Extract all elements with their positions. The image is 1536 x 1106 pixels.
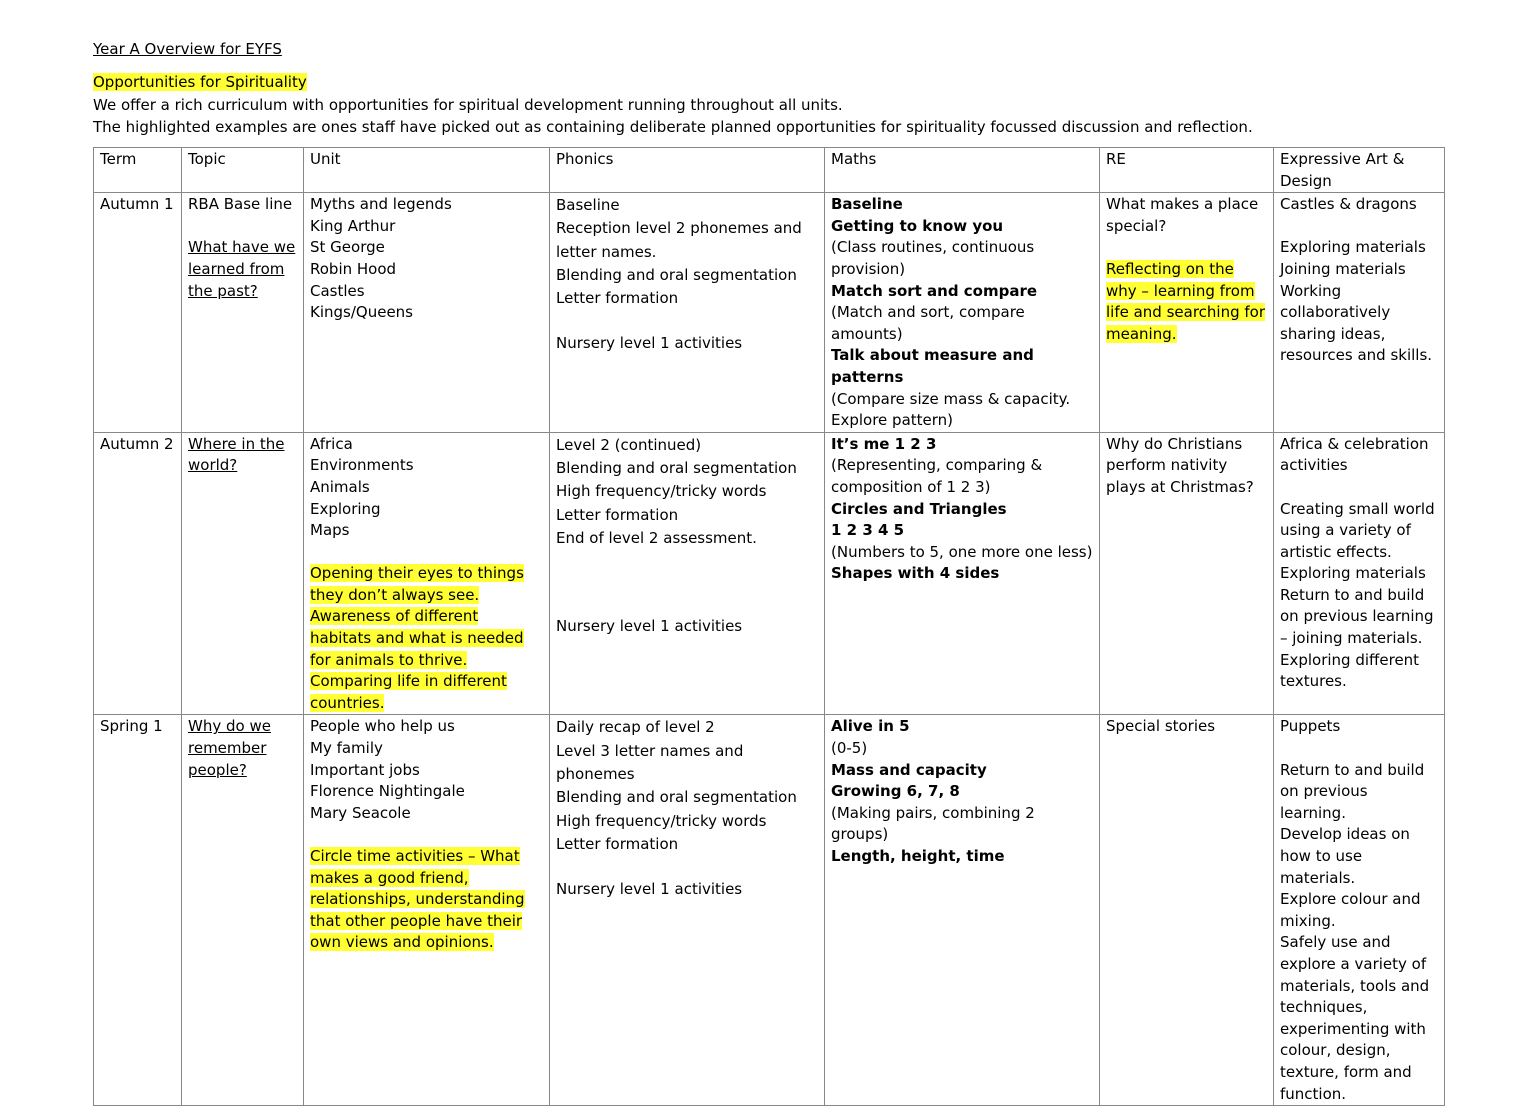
phonics-item: Baseline [556,196,620,215]
re-plain: What makes a place special? [1106,195,1259,235]
phonics-item: Daily recap of level 2 [556,718,715,737]
maths-item: (Making pairs, combining 2 groups) [831,803,1035,844]
spirituality-heading: Opportunities for Spirituality [93,73,307,91]
header-art: Expressive Art & Design [1274,148,1445,193]
maths-item: Growing 6, 7, 8 [831,782,960,801]
maths-cell [825,193,1100,433]
maths-item: Circles and Triangles [831,499,1007,518]
art-item: Exploring different textures. [1280,650,1420,691]
intro-section [93,71,1253,139]
re-highlight: Reflecting on the why – learning from life and searching for meaning. [1106,259,1266,343]
maths-item: It’s me 1 2 3 [831,434,937,453]
topic-cell [182,432,304,715]
phonics-item: High frequency/tricky words [556,811,767,830]
unit-item: Exploring [310,499,381,518]
phonics-cell [550,715,825,1106]
phonics-item: Reception level 2 phonemes and letter names. [556,219,802,261]
header-phonics: Phonics [550,148,825,193]
art-cell [1274,193,1445,433]
maths-item: Length, height, time [831,847,1005,865]
phonics-item: High frequency/tricky words [556,482,767,501]
table-row [94,193,1445,433]
unit-item: Environments [310,456,414,475]
maths-item: Getting to know you [831,216,1004,235]
maths-item: Baseline [831,195,903,214]
unit-item: Robin Hood [310,259,397,278]
re-cell [1100,432,1274,715]
unit-cell [304,432,550,715]
art-item: Exploring materials [1280,238,1426,257]
phonics-nursery: Nursery level 1 activities [556,616,743,635]
phonics-nursery: Nursery level 1 activities [556,879,743,898]
re-plain: Special stories [1106,717,1216,736]
term-cell: Autumn 2 [94,432,182,715]
re-cell [1100,715,1274,1106]
phonics-item: End of level 2 assessment. [556,528,757,547]
phonics-item: Letter formation [556,505,679,524]
maths-item: Mass and capacity [831,760,987,779]
phonics-item: Level 3 letter names and phonemes [556,741,744,784]
art-item: Exploring materials [1280,564,1426,583]
art-item: Safely use and explore a variety of materials, tools and techniques, experimenting with colour, design, texture, form and function. [1280,933,1430,1103]
intro-line-1: We offer a rich curriculum with opportunities for spiritual development running throughout all units. [93,95,843,114]
header-maths: Maths [825,148,1100,193]
header-re: RE [1100,148,1274,193]
intro-line-2: The highlighted examples are ones staff have picked out as containing deliberate planned opportunities for spirituality focussed discussion and reflection. [93,118,1253,136]
unit-item: People who help us [310,717,455,736]
topic-cell [182,715,304,1106]
term-cell: Spring 1 [94,715,182,1106]
unit-highlight: Circle time activities – What makes a good friend, relationships, understanding that other people have their own views and opinions. [310,847,525,952]
header-term: Term [94,148,182,193]
art-title: Puppets [1280,717,1341,736]
re-cell [1100,193,1274,433]
art-item: Return to and build on previous learning. [1280,760,1425,822]
document-title: Year A Overview for EYFS [93,40,282,58]
phonics-item: Letter formation [556,834,679,853]
overview-table [93,147,1445,1106]
table-header-row [94,148,1445,193]
unit-item: Florence Nightingale [310,782,465,801]
unit-highlight: Opening their eyes to things they don’t always see. Awareness of different habitats and what is needed for animals to thrive. Comparing life in different countries. [310,564,524,712]
topic-question: Why do we remember people? [188,717,271,779]
maths-item: (Representing, comparing & composition of 1 2 3) [831,456,1043,496]
topic-plain: RBA Base line [188,195,293,214]
art-title: Africa & celebration activities [1280,434,1429,475]
maths-cell [825,715,1100,1106]
maths-item: Shapes with 4 sides [831,564,1000,583]
unit-item: My family [310,739,383,758]
unit-item: Myths and legends [310,195,452,214]
phonics-item: Blending and oral segmentation [556,788,797,807]
unit-item: Maps [310,521,350,540]
maths-item: (Numbers to 5, one more one less) [831,542,1093,561]
art-item: Working collaboratively sharing ideas, resources and skills. [1280,281,1433,365]
art-title: Castles & dragons [1280,195,1417,214]
art-item: Creating small world using a variety of artistic effects. [1280,499,1435,561]
table-row [94,432,1445,715]
unit-item: Kings/Queens [310,303,413,322]
maths-item: Match sort and compare [831,281,1038,300]
maths-item: 1 2 3 4 5 [831,521,905,540]
unit-cell [304,715,550,1106]
phonics-item: Letter formation [556,289,679,308]
unit-item: St George [310,238,385,257]
topic-question: What have we learned from the past? [188,238,296,300]
unit-item: King Arthur [310,216,396,235]
phonics-nursery: Nursery level 1 activities [556,334,743,353]
art-item: Develop ideas on how to use materials. [1280,825,1410,887]
table-row [94,715,1445,1106]
unit-item: Important jobs [310,760,420,779]
unit-item: Africa [310,434,353,453]
topic-cell [182,193,304,433]
phonics-item: Blending and oral segmentation [556,266,797,285]
art-item: Explore colour and mixing. [1280,890,1421,930]
phonics-cell [550,193,825,433]
phonics-item: Blending and oral segmentation [556,459,797,478]
re-plain: Why do Christians perform nativity plays at Christmas? [1106,434,1254,496]
unit-item: Castles [310,281,365,300]
topic-question: Where in the world? [188,434,285,475]
phonics-item: Level 2 (continued) [556,435,702,454]
phonics-cell [550,432,825,715]
art-item: Joining materials [1280,259,1406,278]
maths-item: (0-5) [831,739,868,758]
art-cell [1274,432,1445,715]
unit-item: Mary Seacole [310,803,411,822]
maths-item: (Match and sort, compare amounts) [831,303,1025,343]
maths-item: (Compare size mass & capacity. Explore pattern) [831,389,1071,430]
maths-cell [825,432,1100,715]
header-topic: Topic [182,148,304,193]
term-cell: Autumn 1 [94,193,182,433]
header-unit: Unit [304,148,550,193]
unit-item: Animals [310,477,370,496]
unit-cell [304,193,550,433]
maths-item: (Class routines, continuous provision) [831,238,1035,278]
art-item: Return to and build on previous learning – joining materials. [1280,585,1434,648]
maths-item: Talk about measure and patterns [831,346,1034,386]
maths-item: Alive in 5 [831,717,910,736]
art-cell [1274,715,1445,1106]
